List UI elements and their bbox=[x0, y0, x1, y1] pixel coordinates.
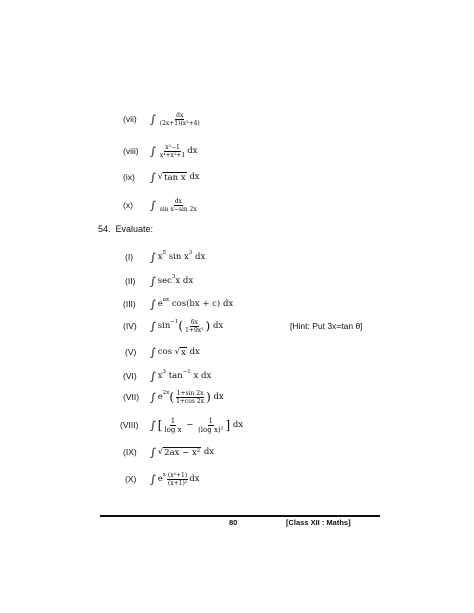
question-IX bbox=[0, 442, 474, 462]
page-number: 80 bbox=[229, 518, 238, 527]
question-vii bbox=[0, 109, 474, 129]
fraction: $\frac{dx}{\text{(2x+1)(x²+4)}}$ bbox=[159, 111, 200, 127]
question-X bbox=[0, 469, 474, 489]
section-heading bbox=[98, 224, 153, 234]
integral-expression: ∫ √ tan x dx bbox=[150, 170, 200, 184]
integral-expression: ∫ [ $\frac{1}{\text{log x}}$ − $\frac{1}{\text{(log x)²}}$ ] dx bbox=[150, 416, 244, 434]
integral-expression: ∫ √ 2ax − x² dx bbox=[150, 445, 215, 459]
item-label: (IV) bbox=[123, 321, 137, 331]
integral-expression: ∫ $\frac{\text{x²−1}}{\text{x⁴+x²+1}}$ dx bbox=[150, 143, 198, 159]
integral-sign: ∫ bbox=[150, 112, 156, 126]
question-ix bbox=[0, 167, 474, 187]
integral-expression: ∫ $\sin^{-1}$ ( $\frac{6x}{\text{1+9x²}}$ ) dx bbox=[150, 318, 224, 334]
question-I bbox=[0, 247, 474, 267]
question-VII bbox=[0, 387, 474, 407]
item-label: (II) bbox=[125, 276, 136, 286]
item-label: (ix) bbox=[123, 172, 135, 182]
item-label: (vii) bbox=[123, 114, 137, 124]
item-label: (VII) bbox=[123, 392, 140, 402]
question-III bbox=[0, 294, 474, 314]
section-number: 54. bbox=[98, 224, 111, 234]
footer-rule bbox=[100, 515, 380, 517]
integral-expression: ∫ $x^3$ $\tan^{-1} x$ dx bbox=[150, 369, 212, 383]
integral-expression: ∫ $e^{2x}$ ( $\frac{1+\sin 2x}{1+\cos 2x}$ ) dx bbox=[150, 389, 224, 405]
integral-expression: ∫ $\sec^3x$ dx bbox=[150, 274, 194, 288]
item-label: (VIII) bbox=[120, 420, 139, 430]
class-label: [Class XII : Maths] bbox=[286, 518, 351, 527]
integral-expression bbox=[150, 109, 202, 129]
question-viii bbox=[0, 141, 474, 161]
question-V bbox=[0, 342, 474, 362]
integral-expression: ∫ $\frac{dx}{\text{sin x−sin 2x}}$ bbox=[150, 197, 197, 213]
item-label: (X) bbox=[125, 474, 137, 484]
item-label: (viii) bbox=[123, 146, 139, 156]
item-label: (V) bbox=[125, 347, 137, 357]
question-IV bbox=[0, 316, 474, 336]
integral-expression: ∫ $e^{ax}$ cos(bx + c) dx bbox=[150, 297, 234, 311]
item-label: (III) bbox=[123, 299, 136, 309]
question-VI bbox=[0, 366, 474, 386]
section-title: Evaluate: bbox=[115, 224, 154, 234]
item-label: (x) bbox=[123, 200, 133, 210]
question-II bbox=[0, 271, 474, 291]
integral-expression: ∫ $e^x$ $\frac{\text{(x²+1)}}{\text{(x+1)²}}$ dx bbox=[150, 471, 200, 487]
item-label: (IX) bbox=[123, 447, 137, 457]
integral-expression: ∫ $x^5$ $\sin x^3$ dx bbox=[150, 250, 206, 264]
hint-text: [Hint: Put 3x=tan θ] bbox=[290, 321, 363, 331]
question-VIII bbox=[0, 415, 474, 435]
item-label: (I) bbox=[125, 252, 134, 262]
question-x bbox=[0, 195, 474, 215]
integral-expression: ∫ cos √ x dx bbox=[150, 345, 200, 359]
item-label: (VI) bbox=[123, 371, 137, 381]
